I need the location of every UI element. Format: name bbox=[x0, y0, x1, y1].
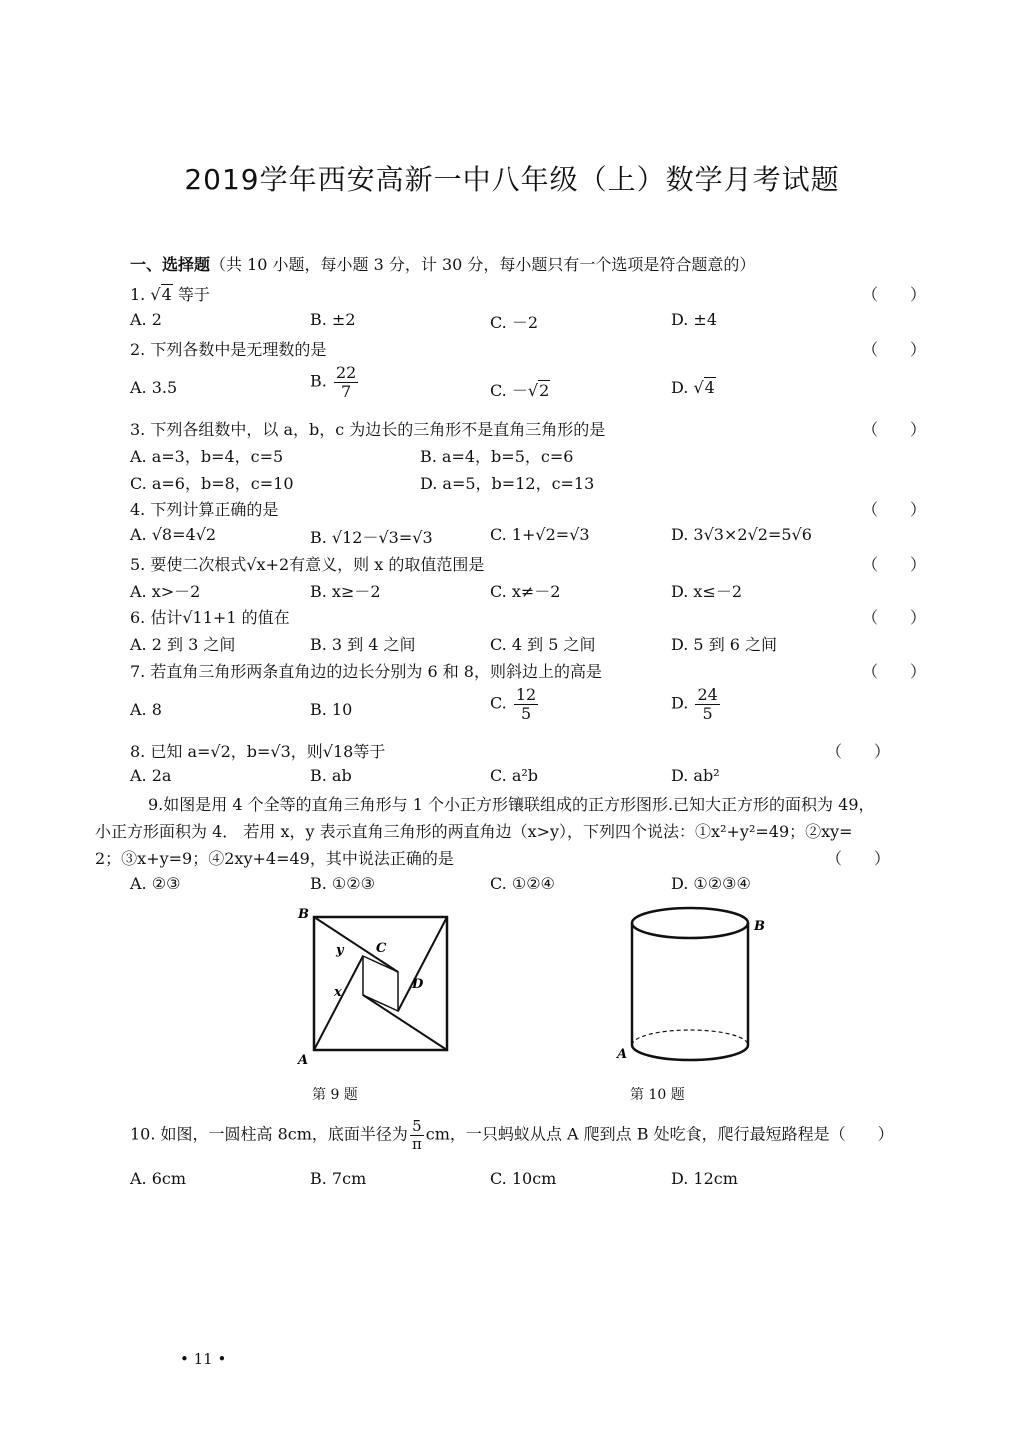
q7-option-d: D. $\frac{24}{5}$ bbox=[671, 685, 718, 723]
question-5-stem: 5. 要使二次根式√x+2有意义，则 x 的取值范围是 bbox=[130, 555, 485, 574]
fig9-label-y: y bbox=[336, 943, 344, 958]
q2-option-d: D. √4 bbox=[671, 378, 715, 397]
q10-option-a: A. 6cm bbox=[130, 1169, 187, 1188]
q9-option-c: C. ①②④ bbox=[490, 874, 555, 893]
answer-blank-2: （ ） bbox=[862, 340, 927, 359]
question-8-stem: 8. 已知 a=√2，b=√3，则√18等于 bbox=[130, 742, 386, 761]
q5-option-d: D. x≤－2 bbox=[671, 582, 743, 601]
q7-option-b: B. 10 bbox=[310, 700, 353, 719]
question-6-stem: 6. 估计√11+1 的值在 bbox=[130, 608, 290, 627]
q6-option-b: B. 3 到 4 之间 bbox=[310, 635, 416, 654]
fig9-label-c: C bbox=[376, 941, 387, 956]
question-7-stem: 7. 若直角三角形两条直角边的边长分别为 6 和 8，则斜边上的高是 bbox=[130, 662, 602, 681]
q2-option-b: B. $\frac{22}{7}$ bbox=[310, 363, 357, 401]
q4-option-b: B. √12－√3=√3 bbox=[310, 528, 433, 547]
question-2-stem: 2. 下列各数中是无理数的是 bbox=[130, 340, 327, 359]
fig9-label-b: B bbox=[298, 907, 309, 922]
q8-option-b: B. ab bbox=[310, 766, 352, 785]
q5-option-c: C. x≠－2 bbox=[490, 582, 561, 601]
question-10-stem: 10. 如图，一圆柱高 8cm，底面半径为 $\frac{5}{\pi}$ cm，一只蚂蚁从点 A 爬到点 B 处吃食，爬行最短路程是（ ） bbox=[130, 1117, 894, 1153]
answer-blank-9: （ ） bbox=[826, 849, 891, 868]
q1-option-b: B. ±2 bbox=[310, 310, 356, 329]
fig9-label-d: D bbox=[412, 977, 424, 992]
q8-option-d: D. ab² bbox=[671, 766, 720, 785]
figure-10-cylinder-diagram bbox=[612, 900, 772, 1072]
q10-option-c: C. 10cm bbox=[490, 1169, 557, 1188]
figure-9-caption: 第 9 题 bbox=[312, 1087, 358, 1103]
q7-option-a: A. 8 bbox=[130, 700, 162, 719]
answer-blank-3: （ ） bbox=[862, 420, 927, 439]
answer-blank-1: （ ） bbox=[862, 285, 927, 304]
q6-option-d: D. 5 到 6 之间 bbox=[671, 635, 778, 654]
q6-option-a: A. 2 到 3 之间 bbox=[130, 635, 236, 654]
q4-option-d: D. 3√3×2√2=5√6 bbox=[671, 525, 812, 544]
question-9-stem-line3: 2；③x+y=9；④2xy+4=49，其中说法正确的是 bbox=[95, 849, 454, 868]
question-9-stem-line2: 小正方形面积为 4． 若用 x，y 表示直角三角形的两直角边（x>y），下列四个说法：①x²+y²=49；②xy= bbox=[95, 822, 853, 841]
answer-blank-4: （ ） bbox=[862, 500, 927, 519]
q8-option-c: C. a²b bbox=[490, 766, 539, 785]
q1-option-c: C. －2 bbox=[490, 313, 539, 332]
q1-option-d: D. ±4 bbox=[671, 310, 718, 329]
q9-option-d: D. ①②③④ bbox=[671, 874, 751, 893]
question-3-stem: 3. 下列各组数中，以 a，b，c 为边长的三角形不是直角三角形的是 bbox=[130, 420, 606, 439]
q4-option-a: A. √8=4√2 bbox=[130, 525, 217, 544]
q2-option-c: C. －√2 bbox=[490, 381, 550, 400]
q9-option-b: B. ①②③ bbox=[310, 874, 375, 893]
section-note: （共 10 小题，每小题 3 分，计 30 分，每小题只有一个选项是符合题意的） bbox=[210, 255, 756, 274]
question-1-stem: 1. √4 等于 bbox=[130, 285, 210, 304]
q3-option-a: A. a=3，b=4，c=5 bbox=[130, 447, 284, 466]
fig9-label-a: A bbox=[298, 1053, 309, 1068]
question-9-stem-line1: 9.如图是用 4 个全等的直角三角形与 1 个小正方形镶联组成的正方形图形.已知大正方形的面积为 49， bbox=[148, 795, 875, 814]
q6-option-c: C. 4 到 5 之间 bbox=[490, 635, 596, 654]
page-title: 2019学年西安高新一中八年级（上）数学月考试题 bbox=[184, 163, 840, 196]
q3-option-b: B. a=4，b=5，c=6 bbox=[420, 447, 574, 466]
q5-option-b: B. x≥－2 bbox=[310, 582, 381, 601]
answer-blank-5: （ ） bbox=[862, 555, 927, 574]
answer-blank-6: （ ） bbox=[862, 608, 927, 627]
section-head: 一、选择题 bbox=[130, 255, 211, 274]
page-number: • 11 • bbox=[180, 1350, 227, 1368]
question-4-stem: 4. 下列计算正确的是 bbox=[130, 500, 279, 519]
q4-option-c: C. 1+√2=√3 bbox=[490, 525, 590, 544]
q3-option-d: D. a=5，b=12，c=13 bbox=[420, 474, 595, 493]
fig9-label-x: x bbox=[334, 985, 342, 1000]
q10-option-d: D. 12cm bbox=[671, 1169, 738, 1188]
answer-blank-8: （ ） bbox=[826, 742, 891, 761]
q2-option-a: A. 3.5 bbox=[130, 378, 178, 397]
q10-option-b: B. 7cm bbox=[310, 1169, 367, 1188]
q1-option-a: A. 2 bbox=[130, 310, 162, 329]
q3-option-c: C. a=6，b=8，c=10 bbox=[130, 474, 294, 493]
q7-option-c: C. $\frac{12}{5}$ bbox=[490, 685, 537, 723]
fig10-label-a: A bbox=[617, 1047, 628, 1062]
q5-option-a: A. x>－2 bbox=[130, 582, 201, 601]
section-header bbox=[130, 252, 755, 275]
q9-option-a: A. ②③ bbox=[130, 874, 181, 893]
fig10-label-b: B bbox=[754, 919, 765, 934]
answer-blank-7: （ ） bbox=[862, 662, 927, 681]
q8-option-a: A. 2a bbox=[130, 766, 172, 785]
figure-10-caption: 第 10 题 bbox=[630, 1087, 685, 1103]
figure-9-square-diagram bbox=[290, 900, 465, 1075]
